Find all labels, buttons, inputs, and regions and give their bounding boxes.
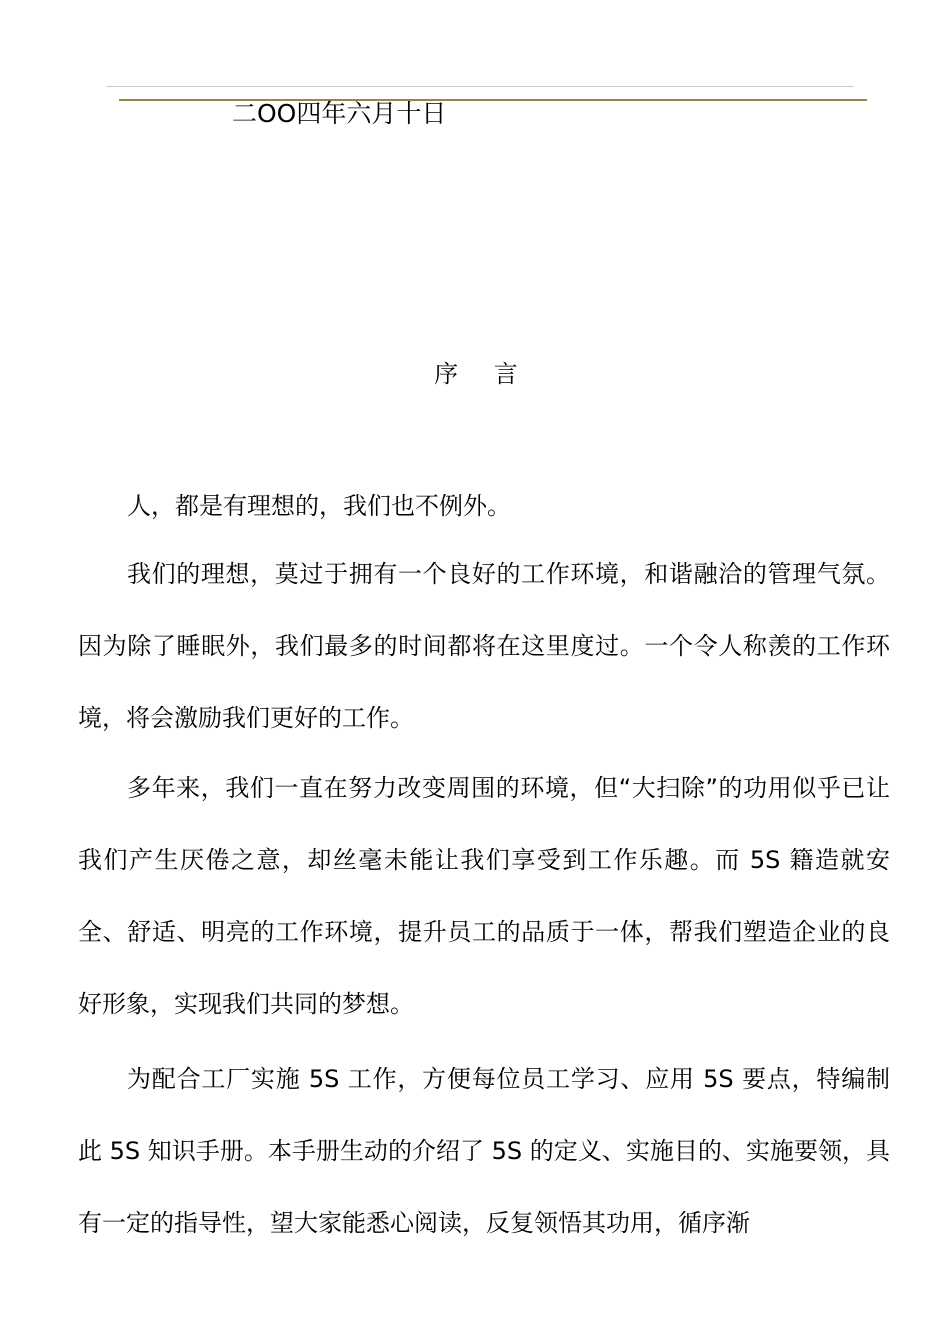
paragraph-2: 我们的理想，莫过于拥有一个良好的工作环境，和谐融洽的管理气氛。因为除了睡眠外，我们最多的时间都将在这里度过。一个令人称羡的工作环境，将会激励我们更好的工作。 <box>78 560 890 732</box>
paragraph-1: 人，都是有理想的，我们也不例外。 <box>127 492 511 520</box>
paragraph-4: 为配合工厂实施 5S 工作，方便每位员工学习、应用 5S 要点，特编制此 5S 知识手册。本手册生动的介绍了 5S 的定义、实施目的、实施要领，具有一定的指导性，望大家能悉心阅读，反复领悟其功用，循序渐 <box>78 1065 890 1237</box>
header-rule-grey <box>106 86 854 87</box>
document-date: 二OO四年六月十日 <box>232 99 447 128</box>
paragraph-3: 多年来，我们一直在努力改变周围的环境，但“大扫除”的功用似乎已让我们产生厌倦之意，却丝毫未能让我们享受到工作乐趣。而 5S 籍造就安全、舒适、明亮的工作环境，提升员工的品质于一体，帮我们塑造企业的良好形象，实现我们共同的梦想。 <box>78 774 890 1018</box>
preface-title: 序 言 <box>434 360 532 388</box>
